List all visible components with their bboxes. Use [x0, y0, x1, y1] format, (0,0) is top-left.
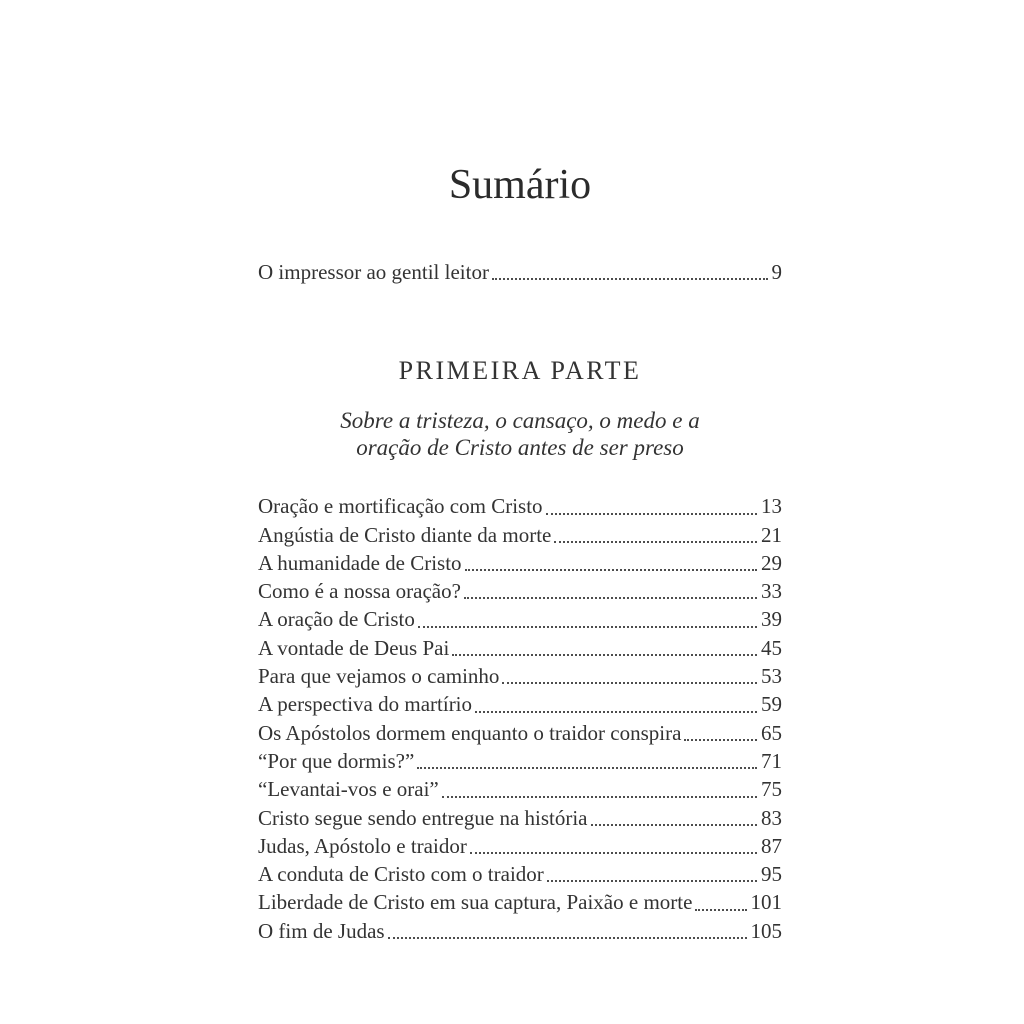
toc-entry-title: Judas, Apóstolo e traidor — [258, 833, 467, 858]
toc-entry — [258, 690, 782, 718]
dot-leader — [464, 597, 757, 599]
part-subtitle — [258, 407, 782, 461]
toc-entry-page: 101 — [750, 890, 782, 915]
toc-entry-page: 21 — [761, 522, 782, 547]
book-toc-page — [258, 0, 782, 945]
dot-leader — [442, 796, 757, 798]
toc-entry-title: Os Apóstolos dormem enquanto o traidor conspira — [258, 720, 682, 745]
toc-entry-page: 75 — [761, 777, 782, 802]
toc-front-entry — [258, 258, 782, 286]
toc-entry — [258, 888, 782, 916]
dot-leader — [547, 880, 757, 882]
part-heading: PRIMEIRA PARTE — [398, 356, 642, 386]
toc-entry-title: Cristo segue sendo entregue na história — [258, 805, 588, 830]
toc-entry — [258, 775, 782, 803]
dot-leader — [492, 278, 768, 280]
toc-entry-title: A vontade de Deus Pai — [258, 635, 450, 660]
dot-leader — [388, 937, 747, 939]
dot-leader — [591, 824, 758, 826]
toc-entry — [258, 662, 782, 690]
toc-entry-title: “Levantai-vos e orai” — [258, 777, 439, 802]
toc-entry-title: Angústia de Cristo diante da morte — [258, 522, 552, 547]
toc-entry — [258, 917, 782, 945]
dot-leader — [417, 767, 757, 769]
toc-entry — [258, 492, 782, 520]
toc-entry — [258, 577, 782, 605]
toc-entry-page: 95 — [761, 862, 782, 887]
dot-leader — [452, 654, 757, 656]
toc-entry — [258, 832, 782, 860]
toc-entry-page: 65 — [761, 720, 782, 745]
toc-entry-title: A perspectiva do martírio — [258, 692, 473, 717]
dot-leader — [470, 852, 757, 854]
dot-leader — [502, 682, 757, 684]
toc-entry-page: 71 — [761, 748, 782, 773]
toc-entry-title: Para que vejamos o caminho — [258, 664, 500, 689]
toc-entry — [258, 804, 782, 832]
toc-entry-title: Como é a nossa oração? — [258, 579, 461, 604]
toc-entry — [258, 521, 782, 549]
toc-entry — [258, 605, 782, 633]
toc-entry — [258, 719, 782, 747]
part-subtitle-line-1: Sobre a tristeza, o cansaço, o medo e a — [340, 408, 700, 434]
toc-entry-page: 53 — [761, 664, 782, 689]
toc-entry-title: O fim de Judas — [258, 918, 385, 943]
toc-entry-page: 29 — [761, 550, 782, 575]
toc-entry-page: 87 — [761, 833, 782, 858]
dot-leader — [554, 541, 757, 543]
dot-leader — [684, 739, 757, 741]
toc-entry-title: A oração de Cristo — [258, 607, 415, 632]
toc-list — [258, 492, 782, 945]
dot-leader — [546, 513, 757, 515]
toc-entry-page: 33 — [761, 579, 782, 604]
toc-entry-title: A conduta de Cristo com o traidor — [258, 862, 544, 887]
part-subtitle-line-2: oração de Cristo antes de ser preso — [356, 435, 684, 461]
page-title: Sumário — [448, 162, 592, 208]
dot-leader — [465, 569, 757, 571]
toc-entry-title: A humanidade de Cristo — [258, 550, 462, 575]
toc-entry-page: 59 — [761, 692, 782, 717]
toc-entry-title: “Por que dormis?” — [258, 748, 415, 773]
toc-entry-page: 39 — [761, 607, 782, 632]
toc-entry-page: 83 — [761, 805, 782, 830]
toc-entry-title: Liberdade de Cristo em sua captura, Paixão e morte — [258, 890, 693, 915]
dot-leader — [475, 711, 757, 713]
dot-leader — [695, 909, 746, 911]
toc-entry-page: 9 — [771, 260, 782, 284]
toc-entry-title: O impressor ao gentil leitor — [258, 260, 489, 284]
toc-entry-page: 45 — [761, 635, 782, 660]
toc-entry — [258, 634, 782, 662]
toc-entry — [258, 860, 782, 888]
toc-entry-page: 13 — [761, 494, 782, 519]
toc-entry-title: Oração e mortificação com Cristo — [258, 494, 543, 519]
toc-entry — [258, 747, 782, 775]
toc-entry — [258, 549, 782, 577]
dot-leader — [418, 626, 757, 628]
toc-entry-page: 105 — [750, 918, 782, 943]
